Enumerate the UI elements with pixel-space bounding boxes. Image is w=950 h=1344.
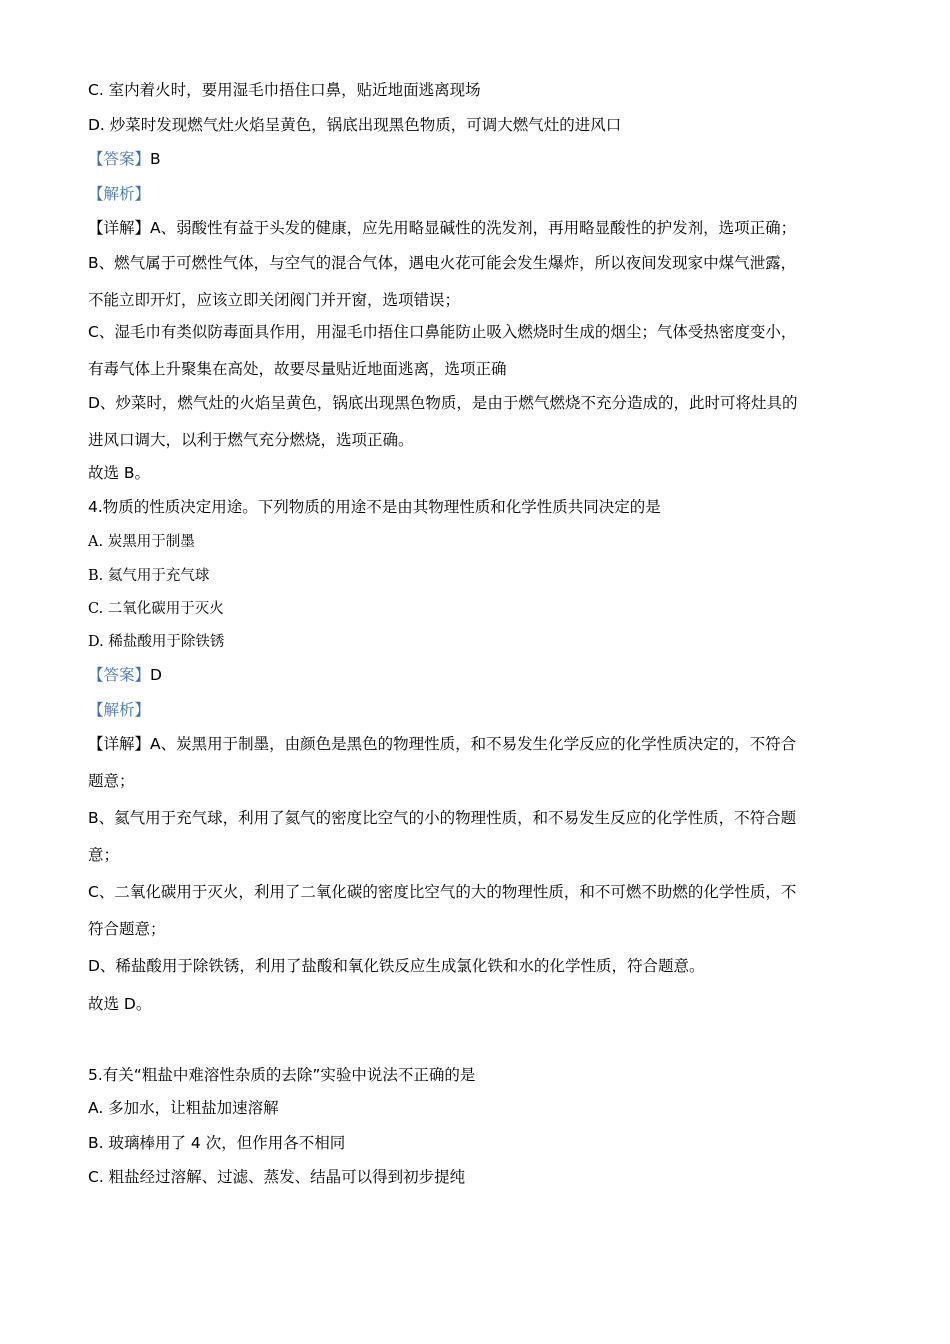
answer-tag: 【答案】 [88, 150, 151, 168]
q4-option: C. 二氧化碳用于灭火 [88, 601, 224, 617]
q4-detail-line: 符合题意； [88, 920, 166, 938]
q4-analysis-tag: 【解析】 [88, 701, 151, 719]
q5-stem: 5.有关“粗盐中难溶性杂质的去除”实验中说法不正确的是 [88, 1066, 476, 1084]
answer-tag: 【答案】 [88, 666, 151, 684]
q4-stem: 4.物质的性质决定用途。下列物质的用途不是由其物理性质和化学性质共同决定的是 [88, 498, 661, 516]
q4-detail-line: B、氦气用于充气球，利用了氦气的密度比空气的小的物理性质，和不易发生反应的化学性质，不符合题 [88, 809, 797, 827]
q4-detail-line: 【详解】A、炭黑用于制墨，由颜色是黑色的物理性质，和不易发生化学反应的化学性质决定的，不符合 [88, 735, 797, 753]
answer-value: B [150, 150, 161, 168]
q3-detail-line: B、燃气属于可燃性气体，与空气的混合气体，遇电火花可能会发生爆炸，所以夜间发现家中煤气泄露， [88, 254, 797, 272]
q3-analysis-tag: 【解析】 [88, 185, 151, 203]
q5-option: C. 粗盐经过溶解、过滤、蒸发、结晶可以得到初步提纯 [88, 1168, 466, 1186]
q5-option: B. 玻璃棒用了 4 次，但作用各不相同 [88, 1134, 346, 1152]
q3-conclusion: 故选 B。 [88, 464, 151, 482]
q3-detail-line: 不能立即开灯，应该立即关闭阀门并开窗，选项错误； [88, 291, 461, 309]
q3-option-d: D. 炒菜时发现燃气灶火焰呈黄色，锅底出现黑色物质，可调大燃气灶的进风口 [88, 116, 622, 134]
answer-value: D [150, 666, 162, 684]
q4-detail-line: C、二氧化碳用于灭火，利用了二氧化碳的密度比空气的大的物理性质，和不可燃不助燃的化学性质，不 [88, 883, 797, 901]
q4-answer [88, 665, 162, 685]
q3-detail-line: 有毒气体上升聚集在高处，故要尽量贴近地面逃离，选项正确 [88, 360, 507, 378]
q3-option-c: C. 室内着火时，要用湿毛巾捂住口鼻，贴近地面逃离现场 [88, 81, 481, 99]
q4-conclusion: 故选 D。 [88, 995, 152, 1013]
q3-detail-line: C、湿毛巾有类似防毒面具作用，用湿毛巾捂住口鼻能防止吸入燃烧时生成的烟尘；气体受热密度变小， [88, 323, 797, 341]
q4-option: D. 稀盐酸用于除铁锈 [88, 634, 225, 650]
q3-detail-line: 进风口调大，以利于燃气充分燃烧，选项正确。 [88, 431, 414, 449]
q5-option: A. 多加水，让粗盐加速溶解 [88, 1099, 279, 1117]
q4-detail-line: 题意； [88, 772, 135, 790]
q4-option: A. 炭黑用于制墨 [88, 534, 195, 550]
q3-detail-line: 【详解】A、弱酸性有益于头发的健康，应先用略显碱性的洗发剂，再用略显酸性的护发剂，选项正确； [88, 219, 797, 237]
q4-option: B. 氦气用于充气球 [88, 568, 210, 584]
q4-detail-line: D、稀盐酸用于除铁锈，利用了盐酸和氧化铁反应生成氯化铁和水的化学性质，符合题意。 [88, 957, 705, 975]
q3-answer [88, 149, 161, 169]
q4-detail-line: 意； [88, 846, 120, 864]
q3-detail-line: D、炒菜时，燃气灶的火焰呈黄色，锅底出现黑色物质，是由于燃气燃烧不充分造成的，此时可将灶具的 [88, 394, 798, 412]
